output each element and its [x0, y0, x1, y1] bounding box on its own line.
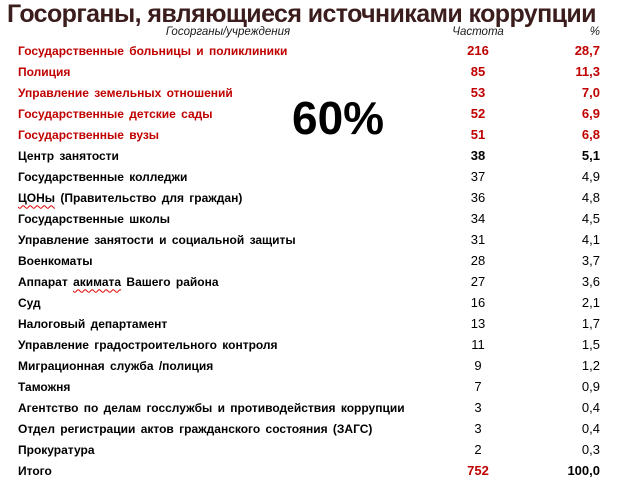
table-row: [0, 292, 633, 313]
row-label: Полиция: [18, 64, 71, 79]
page-title: Госорганы, являющиеся источниками коррупции: [7, 0, 596, 28]
row-frequency: 28: [470, 253, 486, 268]
table-row: [0, 145, 633, 166]
row-label: Налоговый департамент: [18, 316, 168, 331]
row-frequency: 3: [474, 400, 482, 415]
row-label: Государственные колледжи: [18, 169, 188, 184]
table-row: [0, 439, 633, 460]
row-percent: 1,7: [581, 316, 600, 331]
table-row: [0, 208, 633, 229]
row-frequency: 16: [470, 295, 486, 310]
header-frequency: Частота: [452, 26, 504, 38]
row-frequency: 38: [470, 148, 486, 163]
table-row: [0, 334, 633, 355]
row-frequency: 36: [470, 190, 486, 205]
row-frequency: 53: [470, 85, 486, 100]
row-label: Прокуратура: [18, 442, 95, 457]
row-percent: 4,5: [581, 211, 600, 226]
table-row: [0, 187, 633, 208]
table-header-row: [0, 24, 633, 40]
row-percent: 0,3: [581, 442, 600, 457]
table-row: [0, 250, 633, 271]
table-row: [0, 418, 633, 439]
table-row: [0, 397, 633, 418]
row-frequency: 7: [474, 379, 482, 394]
row-percent: 7,0: [581, 85, 600, 100]
row-percent: 1,2: [581, 358, 600, 373]
row-frequency: 37: [470, 169, 486, 184]
row-percent: 4,1: [581, 232, 600, 247]
table-row: [0, 313, 633, 334]
row-label: Агентство по делам госслужбы и противодействия коррупции: [18, 400, 405, 415]
percentage-callout: 60%: [292, 92, 385, 144]
row-label: Отдел регистрации актов гражданского состояния (ЗАГС): [18, 421, 373, 436]
row-percent: 3,7: [581, 253, 600, 268]
row-percent: 0,4: [581, 400, 600, 415]
row-percent: 2,1: [581, 295, 600, 310]
total-label: Итого: [18, 463, 52, 478]
row-label: Управление градостроительного контроля: [18, 337, 278, 352]
header-percent: %: [589, 26, 600, 38]
row-percent: 6,9: [581, 106, 600, 121]
row-frequency: 51: [470, 127, 486, 142]
row-label: Военкоматы: [18, 253, 93, 268]
row-label: Аппарат акимата Вашего района: [18, 274, 219, 289]
row-frequency: 31: [470, 232, 486, 247]
row-label: Центр занятости: [18, 148, 119, 163]
row-label: Управление земельных отношений: [18, 85, 233, 100]
table-row: [0, 229, 633, 250]
row-label: Управление занятости и социальной защиты: [18, 232, 296, 247]
row-label: Государственные детские сады: [18, 106, 213, 121]
row-percent: 11,3: [575, 64, 600, 79]
row-percent: 28,7: [574, 43, 600, 58]
table-row: [0, 61, 633, 82]
row-percent: 0,4: [581, 421, 600, 436]
row-percent: 5,1: [581, 148, 600, 163]
row-frequency: 52: [470, 106, 486, 121]
row-label: Таможня: [18, 379, 71, 394]
table-total-row: [0, 460, 633, 481]
row-frequency: 9: [474, 358, 482, 373]
row-percent: 3,6: [581, 274, 600, 289]
table-row: [0, 166, 633, 187]
row-label: Государственные вузы: [18, 127, 160, 142]
row-percent: 0,9: [581, 379, 600, 394]
misspelled-word: акимата: [73, 274, 122, 289]
row-label: ЦОНы (Правительство для граждан): [18, 190, 243, 205]
row-percent: 1,5: [581, 337, 600, 352]
row-frequency: 3: [474, 421, 482, 436]
row-frequency: 216: [467, 43, 489, 58]
total-frequency: 752: [467, 463, 489, 478]
row-label: Государственные больницы и поликлиники: [18, 43, 288, 58]
table-row: [0, 376, 633, 397]
row-frequency: 34: [470, 211, 486, 226]
row-frequency: 2: [474, 442, 482, 457]
table-row: [0, 271, 633, 292]
row-percent: 4,9: [581, 169, 600, 184]
misspelled-word: ЦОНы: [18, 190, 56, 205]
row-frequency: 85: [470, 64, 486, 79]
row-percent: 6,8: [581, 127, 600, 142]
row-percent: 4,8: [581, 190, 600, 205]
table-row: [0, 40, 633, 61]
row-label: Миграционная служба /полиция: [18, 358, 214, 373]
row-label: Государственные школы: [18, 211, 170, 226]
row-frequency: 11: [471, 337, 485, 352]
row-frequency: 27: [470, 274, 486, 289]
table-row: [0, 355, 633, 376]
row-label: Суд: [18, 295, 41, 310]
header-name: Госорганы/учреждения: [165, 26, 291, 38]
row-frequency: 13: [470, 316, 486, 331]
total-percent: 100,0: [567, 463, 600, 478]
